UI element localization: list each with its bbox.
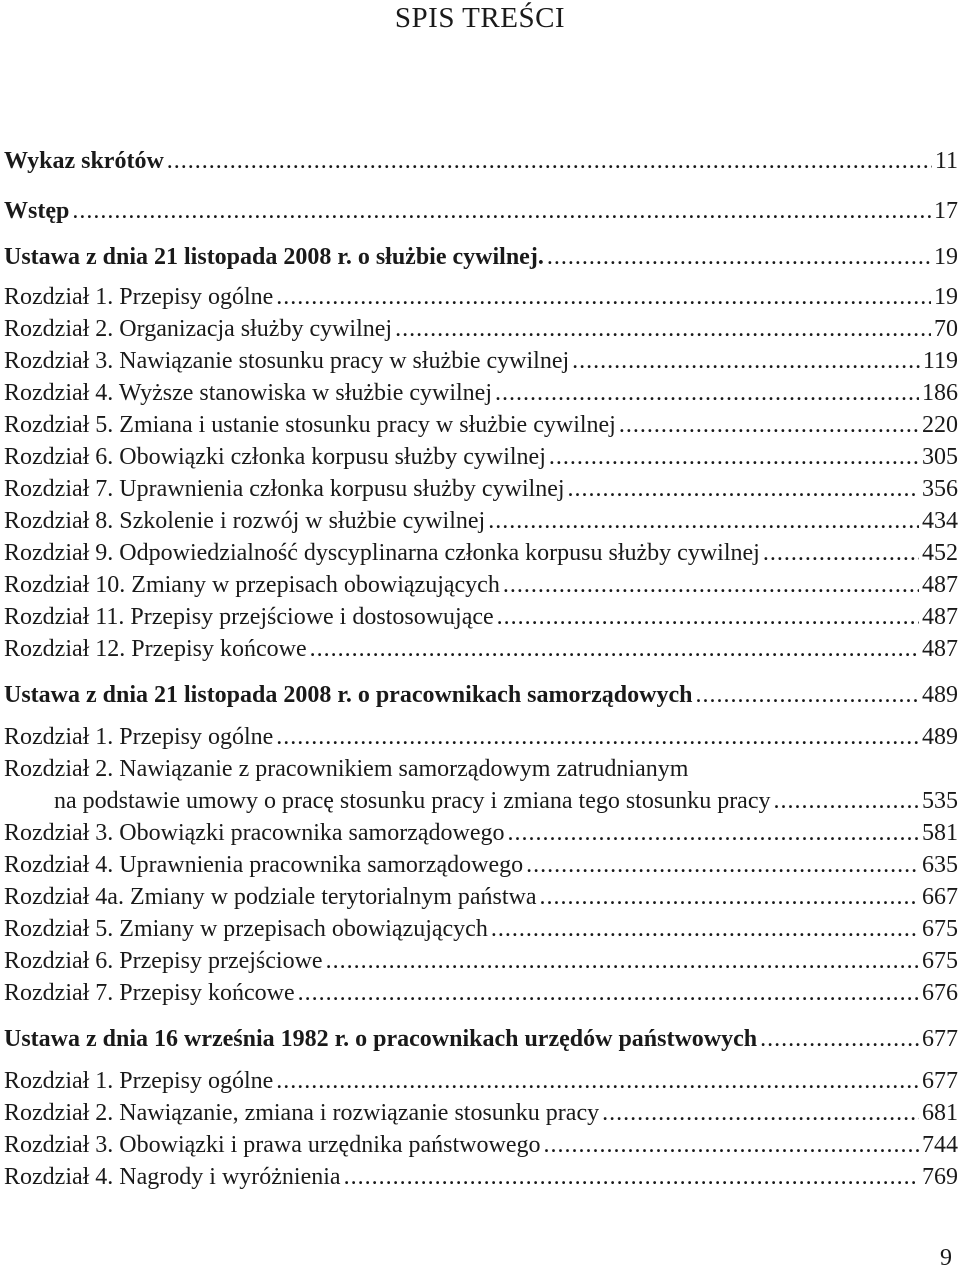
toc-entry-label: Rozdział 1. Przepisy ogólne xyxy=(4,284,274,310)
toc-entry-label: Rozdział 2. Nawiązanie z pracownikiem samorządowym zatrudnianym xyxy=(4,756,689,782)
toc-entry-page: 487 xyxy=(922,636,958,662)
toc-entry-label: Rozdział 1. Przepisy ogólne xyxy=(4,1068,274,1094)
toc-chapter-entry xyxy=(4,1066,958,1096)
toc-chapter-entry xyxy=(4,474,958,504)
toc-chapter-entry xyxy=(4,786,958,816)
dot-leader xyxy=(72,196,931,226)
toc-chapter-entry xyxy=(4,538,958,568)
dot-leader xyxy=(276,1066,919,1096)
dot-leader xyxy=(526,850,919,880)
toc-entry-page: 769 xyxy=(922,1164,958,1190)
dot-leader xyxy=(491,914,919,944)
toc-chapter-entry xyxy=(4,410,958,440)
toc-entry-page: 667 xyxy=(922,884,958,910)
toc-chapter-entry xyxy=(4,1162,958,1192)
dot-leader xyxy=(763,538,919,568)
dot-leader xyxy=(572,346,920,376)
toc-entry-page: 356 xyxy=(922,476,958,502)
toc-chapter-entry xyxy=(4,570,958,600)
dot-leader xyxy=(619,410,919,440)
dot-leader xyxy=(167,146,932,176)
toc-entry-label: Ustawa z dnia 21 listopada 2008 r. o pracownikach samorządowych xyxy=(4,682,693,708)
toc-entry-label: Rozdział 4a. Zmiany w podziale terytorialnym państwa xyxy=(4,884,537,910)
dot-leader xyxy=(497,602,919,632)
dot-leader xyxy=(696,680,920,710)
dot-leader xyxy=(276,722,919,752)
dot-leader xyxy=(310,634,919,664)
toc-entry-page: 220 xyxy=(922,412,958,438)
toc-chapter-entry xyxy=(4,378,958,408)
dot-leader xyxy=(547,242,931,272)
dot-leader xyxy=(395,314,931,344)
toc-entry-label: Rozdział 4. Uprawnienia pracownika samorządowego xyxy=(4,852,524,878)
dot-leader xyxy=(508,818,920,848)
toc-entry-label: Wstęp xyxy=(4,198,70,224)
toc-entry-label: Rozdział 7. Uprawnienia członka korpusu służby cywilnej xyxy=(4,476,565,502)
toc-entry-label: Rozdział 8. Szkolenie i rozwój w służbie cywilnej xyxy=(4,508,486,534)
page-title: SPIS TREŚCI xyxy=(394,2,566,34)
toc-section-entry xyxy=(4,146,958,176)
toc-entry-label: Rozdział 5. Zmiany w przepisach obowiązujących xyxy=(4,916,488,942)
toc-entry-page: 434 xyxy=(922,508,958,534)
toc-chapter-entry xyxy=(4,1130,958,1160)
toc-chapter-entry xyxy=(4,882,958,912)
toc-section-entry xyxy=(4,242,958,272)
toc-entry-label: Rozdział 2. Organizacja służby cywilnej xyxy=(4,316,393,342)
dot-leader xyxy=(540,882,920,912)
toc-entry-page: 11 xyxy=(934,148,958,174)
toc-chapter-entry xyxy=(4,346,958,376)
toc-entry-label: Rozdział 4. Wyższe stanowiska w służbie cywilnej xyxy=(4,380,492,406)
toc-entry-label: Rozdział 9. Odpowiedzialność dyscyplinarna członka korpusu służby cywilnej xyxy=(4,540,760,566)
toc-entry-page: 677 xyxy=(922,1026,958,1052)
dot-leader xyxy=(568,474,919,504)
toc-entry-page: 17 xyxy=(934,198,958,224)
dot-leader xyxy=(495,378,919,408)
toc-entry-page: 675 xyxy=(922,948,958,974)
toc-entry-label: Rozdział 2. Nawiązanie, zmiana i rozwiązanie stosunku pracy xyxy=(4,1100,600,1126)
toc-entry-page: 19 xyxy=(934,284,958,310)
toc-entry-label: na podstawie umowy o pracę stosunku pracy i zmiana tego stosunku pracy xyxy=(54,788,771,814)
toc-chapter-entry xyxy=(4,506,958,536)
toc-entry-label: Ustawa z dnia 21 listopada 2008 r. o służbie cywilnej. xyxy=(4,244,544,270)
toc-entry-label: Ustawa z dnia 16 września 1982 r. o pracownikach urzędów państwowych xyxy=(4,1026,758,1052)
toc-chapter-entry xyxy=(4,282,958,312)
toc-entry-page: 676 xyxy=(922,980,958,1006)
toc-entry-page: 677 xyxy=(922,1068,958,1094)
toc-entry-page: 744 xyxy=(922,1132,958,1158)
toc-entry-page: 487 xyxy=(922,604,958,630)
toc-entry-label: Rozdział 3. Nawiązanie stosunku pracy w służbie cywilnej xyxy=(4,348,570,374)
toc-entry-label: Rozdział 10. Zmiany w przepisach obowiązujących xyxy=(4,572,500,598)
toc-chapter-entry xyxy=(4,722,958,752)
toc-chapter-entry xyxy=(4,818,958,848)
toc-entry-page: 70 xyxy=(934,316,958,342)
toc-section-entry xyxy=(4,1024,958,1054)
toc-entry-label: Rozdział 6. Obowiązki członka korpusu służby cywilnej xyxy=(4,444,546,470)
toc-entry-page: 535 xyxy=(922,788,958,814)
dot-leader xyxy=(602,1098,919,1128)
toc-entry-page: 675 xyxy=(922,916,958,942)
dot-leader xyxy=(276,282,931,312)
dot-leader xyxy=(760,1024,919,1054)
toc-entry-page: 681 xyxy=(922,1100,958,1126)
toc-chapter-entry xyxy=(4,1098,958,1128)
dot-leader xyxy=(773,786,919,816)
toc-entry-page: 581 xyxy=(922,820,958,846)
toc-entry-page: 119 xyxy=(922,348,958,374)
toc-entry-page: 489 xyxy=(922,724,958,750)
toc-entry-label: Rozdział 12. Przepisy końcowe xyxy=(4,636,307,662)
dot-leader xyxy=(344,1162,919,1192)
dot-leader xyxy=(549,442,919,472)
toc-entry-label: Rozdział 11. Przepisy przejściowe i dostosowujące xyxy=(4,604,494,630)
toc-entry-page: 19 xyxy=(934,244,958,270)
toc-entry-label: Rozdział 6. Przepisy przejściowe xyxy=(4,948,323,974)
toc-chapter-entry xyxy=(4,946,958,976)
toc-chapter-entry xyxy=(4,914,958,944)
toc-entry-label: Rozdział 1. Przepisy ogólne xyxy=(4,724,274,750)
toc-entry-label: Rozdział 4. Nagrody i wyróżnienia xyxy=(4,1164,341,1190)
toc-chapter-entry xyxy=(4,442,958,472)
toc-chapter-entry xyxy=(4,850,958,880)
dot-leader xyxy=(488,506,919,536)
toc-section-entry xyxy=(4,196,958,226)
toc-section-entry xyxy=(4,680,958,710)
toc-entry-label: Rozdział 3. Obowiązki i prawa urzędnika państwowego xyxy=(4,1132,541,1158)
toc-chapter-entry xyxy=(4,602,958,632)
toc-entry-page: 186 xyxy=(922,380,958,406)
toc-chapter-entry xyxy=(4,634,958,664)
toc-chapter-entry xyxy=(4,978,958,1008)
toc-entry-label: Rozdział 5. Zmiana i ustanie stosunku pracy w służbie cywilnej xyxy=(4,412,616,438)
toc-entry-page: 452 xyxy=(922,540,958,566)
toc-entry-page: 305 xyxy=(922,444,958,470)
toc-entry-page: 489 xyxy=(922,682,958,708)
toc-entry-label: Rozdział 3. Obowiązki pracownika samorządowego xyxy=(4,820,505,846)
dot-leader xyxy=(298,978,919,1008)
toc-entry-label: Wykaz skrótów xyxy=(4,148,164,174)
page-number: 9 xyxy=(940,1245,952,1271)
toc-entry-page: 487 xyxy=(922,572,958,598)
dot-leader xyxy=(326,946,919,976)
dot-leader xyxy=(503,570,919,600)
toc-chapter-entry xyxy=(4,314,958,344)
dot-leader xyxy=(544,1130,920,1160)
toc-entry-label: Rozdział 7. Przepisy końcowe xyxy=(4,980,295,1006)
toc-entry-page: 635 xyxy=(922,852,958,878)
